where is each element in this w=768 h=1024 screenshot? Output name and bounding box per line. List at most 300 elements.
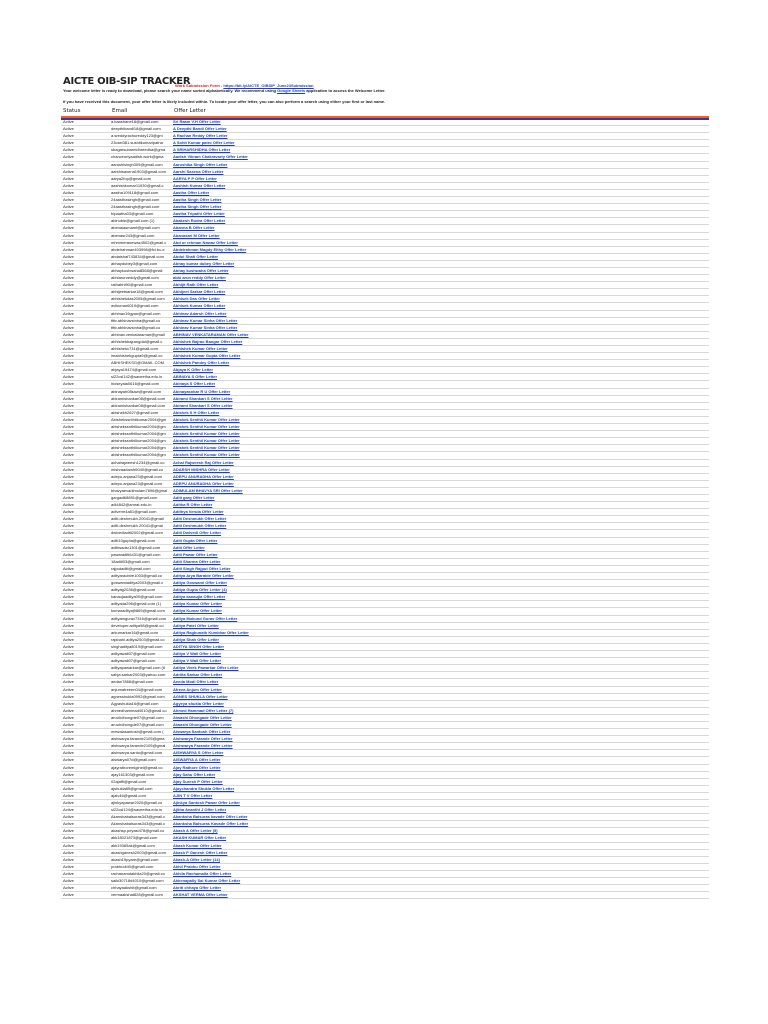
offer-letter-link[interactable]: Ajay Sahu Offer Letter — [173, 771, 216, 777]
offer-letter-link[interactable]: Aditya Patel Offer Letter — [173, 622, 219, 628]
offer-letter-link[interactable]: AKASH KUMAR Offer Letter — [173, 835, 227, 841]
status-cell: Active — [63, 736, 74, 742]
offer-letter-link[interactable]: Abd ur rehman Nawaz Offer Letter — [173, 239, 238, 245]
offer-letter-link[interactable]: Ajinkya Santosh Pawar Offer Letter — [173, 800, 240, 805]
email-cell: adityada296@gmail.com (1) — [111, 601, 162, 607]
status-cell: Active — [63, 700, 74, 706]
table-row — [61, 183, 709, 190]
status-cell: Active — [63, 757, 74, 763]
table-row — [61, 821, 709, 828]
offer-letter-link[interactable]: Abanna B Offer Letter — [173, 225, 215, 231]
email-cell: ABHISHEKSG@GMAIL.COM — [111, 360, 164, 366]
table-row — [61, 417, 709, 424]
offer-letter-link[interactable]: Abhishek Pandey Offer Letter — [173, 360, 230, 366]
status-cell: Active — [63, 885, 74, 891]
table-row — [61, 715, 709, 722]
status-cell: Active — [63, 282, 74, 288]
email-cell: akash19pyare@gmail.com — [111, 856, 159, 862]
table-row — [61, 502, 709, 509]
offer-letter-link[interactable]: Ajay Suresh P Offer Letter — [173, 778, 223, 784]
offer-letter-link[interactable]: Abhijit Rath Offer Letter — [173, 282, 219, 288]
table-row — [61, 133, 709, 140]
offer-letter-link[interactable]: Aditi Dwivedi Offer Letter — [173, 530, 222, 536]
email-cell: abishekssnthilkumar2004@gm — [111, 438, 166, 444]
offer-letter-link[interactable]: Agyeya shukla Offer Letter — [173, 700, 224, 706]
status-cell: Active — [63, 509, 74, 515]
email-cell: aditiwadsr1301@gmail.com — [111, 544, 161, 550]
offer-letter-link[interactable]: Abhishek Kumar Offer Letter — [173, 346, 228, 351]
email-cell: abishekssnthilkumar2004@gm — [111, 452, 166, 458]
offer-letter-link[interactable]: Abinaya S Offer Letter — [173, 381, 216, 387]
status-cell: Active — [63, 487, 74, 493]
offer-letter-link[interactable]: Aarushika Singh Offer Letter — [173, 161, 228, 167]
email-cell: abinayah08saw@gmail.com — [111, 388, 162, 394]
email-cell: Agyashukla16@gmail.com — [111, 700, 159, 706]
email-cell: sbagarsubareidhreedha@gma — [111, 147, 166, 153]
offer-letter-link[interactable]: Aditya Gupta Offer Letter (4) — [173, 587, 227, 593]
table-row — [61, 658, 709, 665]
offer-letter-link[interactable]: AARYA P P Offer Letter — [173, 175, 217, 181]
offer-letter-link[interactable]: Achal Rajweesh Raj Offer Letter — [173, 459, 234, 465]
offer-letter-link[interactable]: Abishek Senthil Kumar Offer Letter — [173, 445, 240, 451]
offer-letter-link[interactable]: abhi arun reddy Offer Letter — [173, 275, 226, 281]
table-row — [61, 779, 709, 786]
offer-letter-link[interactable]: Aiwashi Dhongade Offer Letter — [173, 721, 232, 727]
offer-letter-link[interactable]: Akash A Offer Letter (5) — [173, 828, 218, 834]
status-cell: Active — [63, 473, 74, 479]
offer-letter-link[interactable]: Aastha Singh Offer Letter — [173, 197, 222, 203]
offer-letter-link[interactable]: ADEPU ANURADHA Offer Letter — [173, 480, 234, 486]
email-cell: goswamiaditya2003@gmail.c — [111, 580, 164, 586]
table-row — [61, 211, 709, 218]
status-cell: Active — [63, 360, 74, 366]
email-cell: mewalasantosh@gmail.com ( — [111, 729, 164, 735]
table-row — [61, 410, 709, 417]
table-row — [61, 353, 709, 360]
table-row — [61, 601, 709, 608]
status-cell: Active — [63, 558, 74, 564]
offer-letter-link[interactable]: Abanasari M Offer Letter — [173, 232, 220, 238]
email-cell: abishekssnthilkumar2004@gm — [111, 431, 166, 437]
status-cell: Active — [63, 686, 74, 692]
offer-letter-link[interactable]: Aditi garg Offer Letter — [173, 494, 215, 500]
table-row — [61, 360, 709, 367]
status-cell: Active — [63, 409, 74, 415]
table-row — [61, 843, 709, 850]
email-cell: kanaujaaditya00@gmail.com — [111, 594, 163, 600]
offer-letter-link[interactable]: ABHINAV VENKATARAMAN Offer Letter — [173, 331, 249, 337]
offer-letter-link[interactable]: Aditya Kumar Offer Letter — [173, 601, 222, 607]
table-row — [61, 516, 709, 523]
status-cell: Active — [63, 679, 74, 685]
status-cell: Active — [63, 296, 74, 302]
offer-letter-link[interactable]: Abhinav Kumar Sinha Offer Letter — [173, 324, 238, 330]
status-cell: Active — [63, 672, 74, 678]
status-cell: Active — [63, 338, 74, 344]
page-title: AICTE OIB-SIP TRACKER — [63, 76, 191, 87]
offer-letter-link[interactable]: Aditya V Wali Offer Letter — [173, 658, 222, 664]
google-sheets-link[interactable]: Google Sheets — [277, 88, 306, 93]
offer-letter-link[interactable]: Abishek Senthil Kumar Offer Letter — [173, 416, 240, 422]
offer-letter-link[interactable]: Abishek S H Offer Letter — [173, 409, 220, 415]
offer-letter-link[interactable]: Akanksha Balsuras kavade Offer Letter — [173, 814, 248, 820]
offer-letter-link[interactable]: Abjaya K Offer Letter — [173, 367, 214, 373]
email-cell: 23csei381.sushitkumaripatha — [111, 140, 163, 146]
email-cell: rajputaditi@gmail.com — [111, 565, 151, 571]
email-cell: ajinkyapawar2020@gmail.co — [111, 800, 163, 805]
table-row — [61, 857, 709, 864]
status-cell: Active — [63, 367, 74, 373]
offer-letter-link[interactable]: ADEPU ANURADHA Offer Letter — [173, 473, 234, 479]
status-cell: Active — [63, 303, 74, 309]
table-row — [61, 481, 709, 488]
table-row — [61, 346, 709, 353]
status-cell: Active — [63, 402, 74, 408]
status-cell: Active — [63, 253, 74, 259]
table-row — [61, 460, 709, 467]
status-cell: Active — [63, 466, 74, 472]
status-cell: Active — [63, 729, 74, 735]
offer-letter-link[interactable]: Aditya Kumar Offer Letter — [173, 608, 222, 614]
offer-letter-link[interactable]: Abinayasnkar R U Offer Letter — [173, 388, 231, 394]
email-cell: abiramishankar08@gmail.com — [111, 395, 166, 401]
email-cell: anjumafreeen04@gmail.com — [111, 686, 163, 692]
instruction-line-1 — [63, 88, 386, 93]
email-cell: abenasr243@gmail.com — [111, 232, 155, 238]
status-cell: Active — [63, 530, 74, 536]
status-cell: Active — [63, 743, 74, 749]
offer-letter-link[interactable]: Abhishek Bajrao Bangar Offer Letter — [173, 338, 243, 344]
email-cell: Akanshabalsuras343@gmail.c — [111, 821, 166, 827]
offer-letter-link[interactable]: AKSHAT VERMA Offer Letter — [173, 892, 228, 898]
offer-letter-link[interactable]: Akash.A Offer Letter (14) — [173, 856, 220, 862]
offer-letter-link[interactable]: Abhijeet Sarkar Offer Letter — [173, 289, 226, 295]
status-cell: Active — [63, 594, 74, 600]
table-row — [61, 147, 709, 154]
offer-letter-link[interactable]: Abishek Senthil Kumar Offer Letter — [173, 452, 240, 458]
status-cell: Active — [63, 275, 74, 281]
status-cell: Active — [63, 587, 74, 593]
status-cell: Active — [63, 119, 74, 124]
offer-letter-link[interactable]: ADIMULAM BHAVYA SRI Offer Letter — [173, 487, 243, 493]
table-row — [61, 204, 709, 211]
status-cell: Active — [63, 331, 74, 337]
table-row — [61, 708, 709, 715]
status-cell: Active — [63, 438, 74, 444]
offer-letter-link[interactable]: Aditya Raghunath Kumbhar Offer Letter — [173, 629, 249, 635]
offer-letter-link[interactable]: Abishek Senthil Kumar Offer Letter — [173, 438, 240, 444]
status-cell: Active — [63, 814, 74, 820]
email-cell: mishraadarsh6040@gmail.co — [111, 466, 164, 472]
status-cell: Active — [63, 346, 74, 351]
table-row — [61, 850, 709, 857]
email-cell: aishwarya.farande2105@gmai — [111, 743, 166, 749]
status-cell: Active — [63, 133, 74, 139]
status-cell: Active — [63, 431, 74, 437]
status-cell: Active — [63, 693, 74, 699]
offer-letter-link[interactable]: Aastha Singh Offer Letter — [173, 204, 222, 210]
table-row — [61, 431, 709, 438]
table-row — [61, 743, 709, 750]
offer-letter-link[interactable]: Abdelrahman Magdy Elthy Offer Letter — [173, 246, 247, 252]
offer-letter-link[interactable]: Ajay Rathore Offer Letter — [173, 764, 221, 770]
email-cell: mhmmeranewaz4502@gmail.c — [111, 239, 167, 245]
email-cell: dwivediaditi2002@gmail.com — [111, 530, 163, 536]
table-row — [61, 559, 709, 566]
table-row — [61, 694, 709, 701]
offer-letter-link[interactable]: Abhinav Kumar Sinha Offer Letter — [173, 317, 238, 323]
table-row — [61, 119, 709, 126]
email-cell: ajshukla89@gmail.com — [111, 785, 153, 791]
table-row — [61, 800, 709, 807]
offer-letter-link[interactable]: Aishwarya Farande Offer Letter — [173, 743, 233, 749]
status-cell: Active — [63, 849, 74, 855]
email-cell: ttttr.abhinavsinha@gmail.co — [111, 324, 161, 330]
offer-letter-link[interactable]: Aditya Arya Barable Offer Letter — [173, 573, 234, 578]
submission-label: Work Submission Form - — [175, 83, 224, 88]
table-row — [61, 339, 709, 346]
offer-letter-link[interactable]: Aiwashi Dhongade Offer Letter — [173, 714, 232, 720]
offer-letter-link[interactable]: ABINAYA S Offer Letter — [173, 374, 218, 380]
instruction-tail: application to access the Welcome Letter. — [305, 88, 386, 93]
offer-letter-link[interactable]: Akhil Prabhu Offer Letter — [173, 863, 221, 869]
offer-letter-link[interactable]: Akhila Rachamalla Offer Letter — [173, 870, 232, 876]
offer-letter-link[interactable]: Abhay kushwaha Offer Letter — [173, 267, 229, 273]
offer-letter-link[interactable]: A Deepthi Bandi Offer Letter — [173, 126, 227, 132]
email-cell: aashishkumar11930@gmail.c — [111, 182, 164, 188]
email-cell: aedan7868@gmail.com — [111, 679, 154, 685]
submission-form-link[interactable]: https://bit.ly/AICTE_OIBSIP_June23Submission — [223, 83, 314, 88]
instruction-line-2: If you have received this document, your offer letter is likely included within. To locate your offer letter, you can also perform a search using either your first or last name. — [63, 99, 386, 104]
offer-letter-link[interactable]: Aadish Vikram Chakravarty Offer Letter — [173, 154, 248, 160]
offer-letter-link[interactable]: Akkenapally Sai Kumar Offer Letter — [173, 878, 241, 884]
email-cell: aarshisaxena1903@gmail.com — [111, 168, 166, 174]
email-cell: abishekssnthilkumar2004@gm — [111, 424, 166, 430]
email-cell: sl22csl124@saveetha.edu.in — [111, 807, 163, 813]
offer-letter-link[interactable]: Aditi Singh Rajput Offer Letter — [173, 565, 231, 571]
offer-letter-link[interactable]: Aditya V Wali Offer Letter — [173, 651, 222, 657]
offer-letter-link[interactable]: Ahmed Hammad Offer Letter (7) — [173, 707, 234, 713]
offer-letter-link[interactable]: Abishek Senthil Kumar Offer Letter — [173, 431, 240, 437]
offer-letter-link[interactable]: A Sohit Kumar patro Offer Letter — [173, 140, 235, 146]
table-row — [61, 679, 709, 686]
offer-letter-link[interactable]: Abhisek Kumar Offer Letter — [173, 303, 226, 309]
email-cell: abdelrahman403998@fci.bu.e — [111, 246, 165, 252]
offer-letter-link[interactable]: Akash Kumar Offer Letter — [173, 842, 222, 848]
offer-letter-link[interactable]: ADARSH MISHRA Offer Letter — [173, 466, 230, 472]
offer-letter-link[interactable]: Abishek Senthil Kumar Offer Letter — [173, 424, 240, 430]
email-cell: adityawali07@gmail.com — [111, 658, 156, 664]
offer-letter-link[interactable]: Akash P Ganesh Offer Letter — [173, 849, 228, 855]
table-row — [61, 871, 709, 878]
email-cell: abenaiasmamt@gmail.com — [111, 225, 160, 231]
offer-letter-link[interactable]: Aditi Pawar Offer Letter — [173, 551, 218, 557]
offer-letter-link[interactable]: Abdul Shafi Offer Letter — [173, 253, 219, 259]
offer-letter-link[interactable]: Aarshi Saxena Offer Letter — [173, 168, 224, 174]
table-row — [61, 474, 709, 481]
offer-letter-link[interactable]: Aditya Shah Offer Letter — [173, 636, 220, 642]
offer-letter-link[interactable]: Aditi Offer Letter — [173, 544, 205, 550]
table-row — [61, 545, 709, 552]
status-cell: Active — [63, 551, 74, 557]
offer-letter-link[interactable]: Abakesh Rudra Offer Letter — [173, 218, 226, 224]
status-cell: Active — [63, 573, 74, 578]
table-row — [61, 573, 709, 580]
table-row — [61, 835, 709, 842]
email-cell: aruohdhongde07@gmail.com — [111, 721, 164, 727]
table-row — [61, 282, 709, 289]
offer-letter-link[interactable]: Abhishek Kumar Gupta Offer Letter — [173, 353, 241, 359]
table-row — [61, 403, 709, 410]
offer-letter-link[interactable]: Aastha Tripathi Offer Letter — [173, 211, 225, 217]
email-cell: abhaydubey3@gmail.com — [111, 260, 158, 266]
offer-letter-link[interactable]: Akanksha Balsuras Kavade Offer Letter — [173, 821, 249, 827]
status-cell: Active — [63, 424, 74, 430]
table-row — [61, 793, 709, 800]
table-row — [61, 261, 709, 268]
email-cell: vermaakshat828@gmail.com — [111, 892, 163, 898]
offer-letter-link[interactable]: Ajaychandra Shukla Offer Letter — [173, 785, 235, 791]
table-row — [61, 332, 709, 339]
table-row — [61, 729, 709, 736]
offer-letter-link[interactable]: Abhay kumar dubey Offer Letter — [173, 260, 235, 266]
table-row — [61, 828, 709, 835]
table-row — [61, 772, 709, 779]
table-row — [61, 289, 709, 296]
email-cell: sahja.sarkar2003@yahoo.com — [111, 672, 166, 678]
table-row — [61, 552, 709, 559]
email-cell: aarya2fop@gmail.com — [111, 175, 152, 181]
offer-letter-link[interactable]: Aditya Vivek Pawarkar Offer Letter — [173, 665, 239, 671]
table-row — [61, 892, 709, 899]
status-cell: Active — [63, 771, 74, 777]
offer-letter-link[interactable]: A SRIHARSHIDHA Offer Letter — [173, 147, 231, 153]
status-cell: Active — [63, 651, 74, 657]
table-row — [61, 438, 709, 445]
status-cell: Active — [63, 260, 74, 266]
email-cell: deepthibandi18@gmail.com — [111, 126, 161, 132]
offer-letter-link[interactable]: Abirami Shankari S Offer Letter — [173, 402, 233, 408]
table-row — [61, 807, 709, 814]
offer-letter-link[interactable]: Abhisek Das Offer Letter — [173, 296, 220, 302]
table-row — [61, 275, 709, 282]
email-cell: chanceoriyaadish.work@gma — [111, 154, 164, 160]
status-cell: Active — [63, 246, 74, 252]
offer-letter-link[interactable]: Aditha R Offer Letter — [173, 502, 213, 508]
email-cell: abhiarunreddy@gmail.com — [111, 275, 159, 281]
email-cell: abhishekbajrangdal@gmail.c — [111, 338, 163, 344]
table-row — [61, 623, 709, 630]
offer-letter-link[interactable]: ADITYA SINGH Offer Letter — [173, 643, 225, 649]
status-cell: Active — [63, 140, 74, 146]
status-cell: Active — [63, 707, 74, 713]
table-row — [61, 190, 709, 197]
table-row — [61, 637, 709, 644]
offer-letter-link[interactable]: Afreea Anjum Offer Letter — [173, 686, 222, 692]
email-cell: ahmedhammad4010@gmail.co — [111, 707, 167, 713]
status-cell: Active — [63, 218, 74, 224]
status-cell: Active — [63, 800, 74, 805]
table-row — [61, 864, 709, 871]
table-row — [61, 885, 709, 892]
offer-letter-link[interactable]: Ajitha Ananthi J Offer Letter — [173, 807, 227, 813]
email-cell: akk18021873@gmail.com — [111, 835, 158, 841]
column-header-email: Email — [112, 108, 128, 114]
email-cell: adityaraobire1003@gmail.co — [111, 573, 162, 578]
email-cell: rajshahi.aditya2003@gmail.co — [111, 636, 165, 642]
table-row — [61, 233, 709, 240]
table-row — [61, 197, 709, 204]
offer-letter-link[interactable]: AISHWARYA S Offer Letter — [173, 750, 224, 756]
offer-letter-link[interactable]: Aditya Mukund Gurav Offer Letter — [173, 615, 238, 621]
offer-letter-link[interactable]: Abhinav Adarsh Offer Letter — [173, 310, 227, 316]
table-row — [61, 367, 709, 374]
offer-letter-link[interactable]: Aditya kanaujia Offer Letter — [173, 594, 226, 600]
offer-letter-link[interactable]: Abirami Shankari S Offer Letter — [173, 395, 233, 401]
column-header-status: Status — [63, 108, 81, 114]
offer-letter-link[interactable]: A Rachan Reddy Offer Letter — [173, 133, 228, 139]
status-cell: Active — [63, 317, 74, 323]
offer-letter-link[interactable]: AGNES SHUKLA Offer Letter — [173, 693, 228, 699]
table-row — [61, 318, 709, 325]
email-cell: abdalshaf743834@gmail.com — [111, 253, 164, 259]
offer-letter-link[interactable]: Adithya Verula Offer Letter — [173, 509, 224, 515]
offer-letter-link[interactable]: Sri Raam V.H Offer Letter — [173, 119, 221, 124]
offer-letter-link[interactable]: Aditi Gupta Offer Letter — [173, 537, 218, 543]
email-cell: ttttr.abhinavsinha@gmail.co — [111, 317, 161, 323]
email-cell: a.sreddyrachureddy123@gm — [111, 133, 163, 139]
status-cell: Active — [63, 778, 74, 784]
status-cell: Active — [63, 580, 74, 586]
status-cell: Active — [63, 154, 74, 160]
table-row — [61, 176, 709, 183]
table-row — [61, 523, 709, 530]
status-cell: Active — [63, 601, 74, 607]
email-cell: Akanshabalsuras343@gmail.c — [111, 814, 166, 820]
email-cell: aditi10gupta@gmail.com — [111, 537, 156, 543]
offer-letter-link[interactable]: AISWARYA A Offer Letter — [173, 757, 221, 763]
offer-letter-link[interactable]: Aditi Sharma Offer Letter — [173, 558, 221, 564]
email-cell: akashsp.peyasi478@gmail.co — [111, 828, 165, 834]
table-row — [61, 530, 709, 537]
email-cell: tripaatha03@gmail.com — [111, 211, 154, 217]
offer-letter-link[interactable]: Aditi Deshmukh Offer Letter — [173, 523, 227, 529]
offer-letter-link[interactable]: Akriti chhaya Offer Letter — [173, 885, 222, 891]
email-cell: 02ajaffl@gmail.com — [111, 778, 147, 784]
table-row — [61, 509, 709, 516]
status-cell: Active — [63, 636, 74, 642]
email-cell: ajay161303@gmail.com — [111, 771, 154, 777]
table-row — [61, 765, 709, 772]
offer-letter-link[interactable]: Aditi Deshmukh Offer Letter — [173, 516, 227, 522]
offer-letter-link[interactable]: Adriita Sarkar Offer Letter — [173, 672, 223, 678]
status-cell: Active — [63, 267, 74, 273]
table-row — [61, 296, 709, 303]
status-cell: Active — [63, 828, 74, 834]
offer-letter-link[interactable]: Aiswarya Santosh Offer Letter — [173, 729, 231, 735]
email-cell: abhishekdas2005@gmail.com — [111, 296, 165, 302]
offer-letter-link[interactable]: Aishwarya Farande Offer Letter — [173, 736, 233, 742]
offer-letter-link[interactable]: Aeeda Modi Offer Letter — [173, 679, 219, 685]
status-cell: Active — [63, 792, 74, 798]
offer-letter-link[interactable]: Aditya Goswami Offer Letter — [173, 580, 228, 586]
offer-letter-link[interactable]: Aashish Kumar Offer Letter — [173, 182, 226, 188]
status-cell: Active — [63, 494, 74, 500]
offer-letter-link[interactable]: Aastha Offer Letter — [173, 189, 210, 195]
email-cell: adityapawarkar@gmail.com (6 — [111, 665, 166, 671]
email-cell: achalrajweesh1234@gmail.co — [111, 459, 165, 465]
offer-letter-link[interactable]: AJIN T V Offer Letter — [173, 792, 213, 798]
